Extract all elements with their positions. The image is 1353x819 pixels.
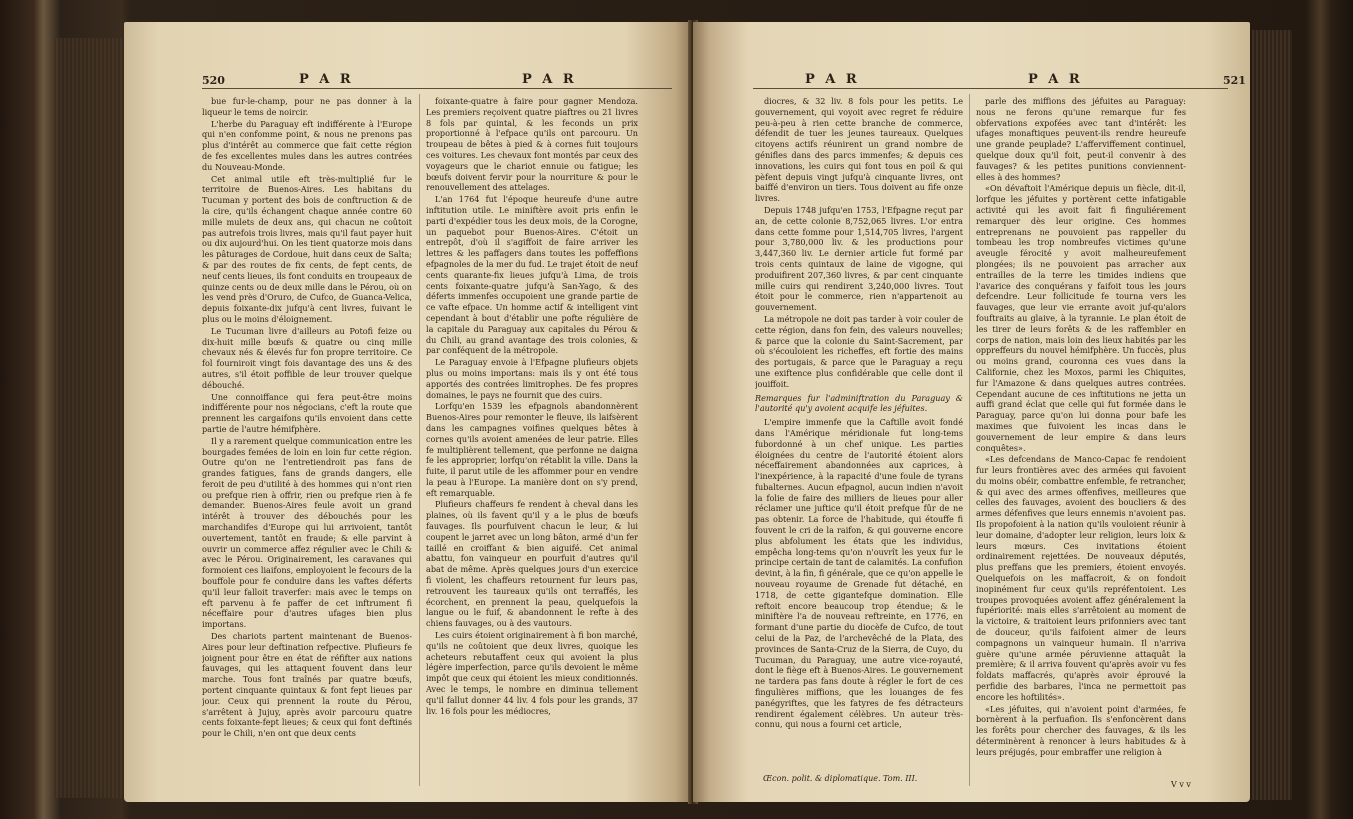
left-running-head-1: P A R bbox=[299, 72, 354, 87]
right-running-head-1: P A R bbox=[805, 72, 860, 87]
paragraph: Le Tucuman livre d'ailleurs au Potofi feize ou dix-huit mille bœufs & quatre ou cinq mille chevaux nés & élevés fur fon propre territoire. Ce fol fourniroit vingt fois davantage des uns & des autres, s'il étoit poffible de leur trouver quelque débouché. bbox=[202, 325, 412, 390]
paragraph: bue fur-le-champ, pour ne pas donner à la liqueur le tems de noircir. bbox=[202, 96, 412, 117]
paragraph: Plufieurs chaffeurs fe rendent à cheval dans les plaines, où ils favent qu'il y a le plus de bœufs fauvages. Ils pourfuivent chacun le leur, & lui coupent le jarret avec un long bâton, armé d'un fer taillé en croiffant & bien aiguifé. Cet animal abattu, fon vainqueur en pourfuit d'autres qu'il abat de même. Après quelques jours d'un exercice fi violent, les chaffeurs retournent fur leurs pas, retrouvent les taureaux qu'ils ont terraffés, les écorchent, en prennent la peau, quelquefois la langue ou le fuif, & abandonnent le refte à des chiens fauvages, ou à des vautours. bbox=[426, 499, 638, 629]
left-running-head-2: P A R bbox=[522, 72, 577, 87]
right-column-2 bbox=[976, 96, 1186, 766]
right-page-number: 521 bbox=[1223, 74, 1246, 87]
paragraph: L'an 1764 fut l'époque heureufe d'une autre inftitution utile. Le miniftère avoit pris enfin le parti d'expédier tous les deux mois, de la Corogne, un paquebot pour Buenos-Aires. C'étoit un entrepôt, d'où il s'agiffoit de faire arriver les lettres & les paffagers dans toutes les poffeffions efpagnoles de la mer du fud. Le trajet étoit de neuf cents quarante-fix lieues jufqu'à Lima, de trois cents foixante-quatre jufqu'à San-Yago, & des déferts immenfes occupoient une grande partie de ce vafte efpace. Un homme actif & intelligent vint cependant à bout d'établir une pofte régulière de la capitale du Paraguay aux capitales du Pérou & du Chili, au grand avantage des trois colonies, & par conféquent de la métropole. bbox=[426, 194, 638, 356]
paragraph: Une connoiffance qui fera peut-être moins indifférente pour nos négocians, c'eft la route que prennent les cargaifons qu'ils envoient dans cette partie de l'autre hémifphère. bbox=[202, 391, 412, 434]
left-column-divider bbox=[419, 94, 420, 786]
left-page-edges bbox=[52, 38, 122, 798]
left-column-1 bbox=[202, 96, 412, 796]
right-column-1 bbox=[755, 96, 963, 768]
right-page-edges bbox=[1252, 30, 1292, 800]
paragraph: Lorfqu'en 1539 les efpagnols abandonnèrent Buenos-Aires pour remonter le fleuve, ils laifsèrent dans les campagnes voifines quelques bêtes à cornes qu'ils avoient amenées de leur patrie. Elles fe multiplièrent tellement, que perfonne ne daigna fe les approprier, lorfqu'on rétablit la ville. Dans la fuite, il parut utile de les affommer pour en vendre la peau à l'Europe. La manière dont on s'y prend, eft remarquable. bbox=[426, 401, 638, 498]
paragraph: «On dévaftoit l'Amérique depuis un fiècle, dit-il, lorfque les jéfuites y portèrent cette infatigable activité qui les avoit fait fi finguliérement remarquer dès leur origine. Ces hommes entreprenans ne pouvoient pas rappeller du tombeau les trop nombreufes victimes qu'une aveugle férocité y avoit malheureufement plongées; ils ne pouvoient pas arracher aux entrailles de la terre les timides indiens que l'avarice des conquérans y faifoit tous les jours defcendre. Leur follicitude fe tourna vers les fauvages, que leur vie errante avoit juf-qu'alors fouftraits au glaive, à la tyrannie. Le plan étoit de les tirer de leurs forêts & de les raffembler en corps de nation, mais loin des lieux habités par les oppreffeurs du nouvel hémifphère. Un fuccès, plus ou moins grand, couronna ces vues dans la Californie, chez les Moxos, parmi les Chiquites, fur l'Amazone & dans quelques autres contrées. Cependant aucune de ces inftitutions ne jetta un auffi grand éclat que celle qui fut formée dans le Paraguay, parce qu'on lui donna pour bafe les maximes que fuivoient les incas dans le gouvernement de leur empire & dans leurs conquêtes». bbox=[976, 183, 1186, 453]
paragraph: L'empire immenfe que la Caftille avoit fondé dans l'Amérique méridionale fut long-tems fubordonné à un chef unique. Les parties éloignées du centre de l'autorité étoient alors néceffairement abandonnées aux caprices, à l'inexpérience, à la rapacité d'une foule de tyrans fubalternes. Aucun efpagnol, aucun indien n'avoit la folie de faire des milliers de lieues pour aller réclamer une juftice qu'il étoit prefque fûr de ne pas obtenir. La force de l'habitude, qui étouffe fi fouvent le cri de la raifon, & qui gouverne encore plus abfolument les états que les individus, empêcha long-tems qu'on n'ouvrît les yeux fur le principe certain de tant de calamités. La confufion devint, à la fin, fi générale, que ce qu'on appelle le nouveau royaume de Grenade fut détaché, en 1718, de cette gigantefque domination. Elle reftoit encore beaucoup trop étendue; & le miniftère l'a de nouveau reftreinte, en 1776, en formant d'une partie du diocèfe de Cufco, de tout celui de la Paz, de l'archevêché de la Plata, des provinces de Santa-Cruz de la Sierra, de Cuyo, du Tucuman, du Paraguay, une autre vice-royauté, dont le fiège eft à Buenos-Aires. Le gouvernement ne tardera pas fans doute à régler le fort de ces fingulières miffions, que les louanges de fes panégyriftes, que les fatyres de fes détracteurs rendirent également célèbres. Un auteur très-connu, qui nous a fourni cet article, bbox=[755, 417, 963, 730]
paragraph: Des chariots partent maintenant de Buenos-Aires pour leur deftination refpective. Plufieurs fe joignent pour être en état de réfifter aux nations fauvages, qui les attaquent fouvent dans leur marche. Tous font traînés par quatre bœufs, portent cinquante quintaux & font fept lieues par jour. Ceux qui prennent la route du Pérou, s'arrêtent à Jujuy, après avoir parcouru quatre cents foixante-fept lieues; & ceux qui font deftinés pour le Chili, n'en ont que deux cents bbox=[202, 631, 412, 739]
left-page-number: 520 bbox=[202, 74, 225, 87]
right-running-head-2: P A R bbox=[1028, 72, 1083, 87]
right-header-rule bbox=[753, 88, 1228, 89]
right-column-divider bbox=[969, 94, 970, 786]
right-page bbox=[693, 22, 1250, 802]
paragraph: La métropole ne doit pas tarder à voir couler de cette région, dans fon fein, des valeurs nouvelles; & parce que la colonie du Saint-Sacrement, par où s'écouloient les richeffes, eft fortie des mains des portugais, & parce que le Paraguay a reçu une exiftence plus confidérable que celle dont il jouiffoit. bbox=[755, 313, 963, 389]
left-column-2 bbox=[426, 96, 638, 796]
paragraph: Les cuirs étoient originairement à fi bon marché, qu'ils ne coûtoient que deux livres, quoique les acheteurs rebutaffent ceux qui avoient la plus légère imperfection, parce qu'ils devoient le même impôt que ceux qui étoient les mieux conditionnés. Avec le temps, le nombre en diminua tellement qu'il fallut donner 44 liv. 4 fols pour les grands, 37 liv. 16 fols pour les médiocres, bbox=[426, 630, 638, 716]
paragraph: parle des miffions des jéfuites au Paraguay: nous ne ferons qu'une remarque fur fes obfervations expofées avec tant d'intérêt: les ufages monaftiques peuvent-ils rendre heureufe une grande peuplade? L'afferviffement continuel, quelque doux qu'il foit, peut-il convenir à des fauvages? & les petites punitions conviennent-elles à des hommes? bbox=[976, 96, 1186, 182]
paragraph: Cet animal utile eft très-multiplié fur le territoire de Buenos-Aires. Les habitans du Tucuman y portent des bois de conftruction & de la cire, qu'ils échangent chaque année contre 60 mille mulets de deux ans, qui chacun ne coûtoit pas autrefois trois livres, mais qu'il faut payer huit ou dix aujourd'hui. On les tient quatorze mois dans les pâturages de Cordoue, huit dans ceux de Salta; & par des routes de fix cents, de fept cents, de neuf cents lieues, ils font conduits en troupeaux de quinze cents ou de deux mille dans le Pérou, où on les vend près d'Oruro, de Cufco, de Guanca-Velica, depuis foixante-dix jufqu'à cent livres, fuivant le plus ou le moins d'éloignement. bbox=[202, 173, 412, 324]
paragraph: Le Paraguay envoie à l'Efpagne plufieurs objets plus ou moins importans: mais ils y ont été tous apportés des contrées limitrophes. De fes propres domaines, le pays ne fournit que des cuirs. bbox=[426, 357, 638, 400]
signature-mark: V v v bbox=[1171, 780, 1191, 789]
paragraph: Il y a rarement quelque communication entre les bourgades femées de loin en loin fur cette région. Outre qu'on ne l'entretiendroit pas fans de grandes fatigues, fans de grands dangers, elle feroit de peu d'utilité à des hommes qui n'ont rien ou prefque rien à offrir, rien ou prefque rien à fe demander. Buenos-Aires feule avoit un grand intérêt à trouver des débouchés pour les marchandifes d'Europe qui lui arrivoient, tantôt ouvertement, tantôt en fraude; & elle parvint à ouvrir un commerce affez régulier avec le Chili & avec le Pérou. Originairement, les caravanes qui formoient ces liaifons, employoient le fecours de la bouffole pour fe conduire dans les vaftes déferts qu'il leur falloit traverfer: mais avec le temps on eft parvenu à fe paffer de cet inftrument fi néceffaire pour d'autres ufages bien plus importans. bbox=[202, 435, 412, 630]
left-page bbox=[124, 22, 692, 802]
paragraph: Depuis 1748 jufqu'en 1753, l'Efpagne reçut par an, de cette colonie 8,752,065 livres. L'or entra dans cette fomme pour 1,514,705 livres, l'argent pour 3,780,000 liv. & les productions pour 3,447,360 liv. Le dernier article fut formé par trois cents quintaux de laine de vigogne, qui produifirent 207,360 livres, & par cent cinquante mille cuirs qui rendirent 3,240,000 livres. Tout étoit pour le commerce, rien n'appartenoit au gouvernement. bbox=[755, 204, 963, 313]
left-header-rule bbox=[202, 88, 672, 89]
paragraph: L'herbe du Paraguay eft indifférente à l'Europe qui n'en confomme point, & nous ne prenons pas plus d'intérêt au commerce que fait cette région de fes excellentes mules dans les autres contrées du Nouveau-Monde. bbox=[202, 118, 412, 172]
section-heading: Remarques fur l'adminiftration du Paraguay & l'autorité qu'y avoient acquife les jéfuites. bbox=[755, 392, 963, 414]
paragraph: «Les jéfuites, qui n'avoient point d'armées, fe bornèrent à la perfuafion. Ils s'enfoncèrent dans les forêts pour chercher des fauvages, & ils les déterminèrent à renoncer à leurs habitudes & à leurs préjugés, pour embraffer une religion à bbox=[976, 703, 1186, 757]
paragraph: «Les defcendans de Manco-Capac fe rendoient fur leurs frontières avec des armées qui favoient du moins obéir, combattre enfemble, fe retrancher, & qui avec des armes offenfives, meilleures que celles des fauvages, avoient des boucliers & des armes défenfives que leurs ennemis n'avoient pas. Ils propofoient à la nation qu'ils vouloient réunir à leur domaine, d'adopter leur religion, leurs loix & leurs mœurs. Ces invitations étoient ordinairement rejettées. De nouveaux députés, plus preffans que les premiers, étoient envoyés. Quelquefois on les maffacroit, & on fondoit inopinément fur ceux qu'ils repréfentoient. Les troupes provoquées avoient affez généralement la fupériorité: mais elles s'arrêtoient au moment de la victoire, & traitoient leurs prifonniers avec tant de douceur, qu'ils faifoient aimer de leurs compagnons un vainqueur humain. Il n'arriva guère qu'une armée péruvienne attaquât la première; & il arriva fouvent qu'après avoir vu fes foldats maffacrés, qu'après avoir éprouvé la perfidie des barbares, l'inca ne permettoit pas encore les hoftilités». bbox=[976, 454, 1186, 702]
paragraph: foixante-quatre à faire pour gagner Mendoza. Les premiers reçoivent quatre piaftres ou 21 livres 8 fols par quintal, & les feconds un prix proportionné à l'efpace qu'ils ont parcouru. Un troupeau de bêtes à pied & à cornes fuit toujours ces voitures. Les chevaux font montés par ceux des voyageurs que le chariot ennuie ou fatigue; les bœufs doivent fervir pour la nourriture & pour le renouvellement des attelages. bbox=[426, 96, 638, 193]
footnote: Œcon. polit. & diplomatique. Tom. III. bbox=[763, 774, 918, 783]
paragraph: diocres, & 32 liv. 8 fols pour les petits. Le gouvernement, qui voyoit avec regret fe réduire peu-à-peu à rien cette branche de commerce, défendit de tuer les jeunes taureaux. Quelques citoyens actifs réunirent un grand nombre de génifles dans des parcs immenfes; & depuis ces innovations, les cuirs qui font tous en poil & qui pèfent depuis vingt jufqu'à cinquante livres, ont baiffé d'environ un tiers. Tous doivent au fife onze livres. bbox=[755, 96, 963, 204]
